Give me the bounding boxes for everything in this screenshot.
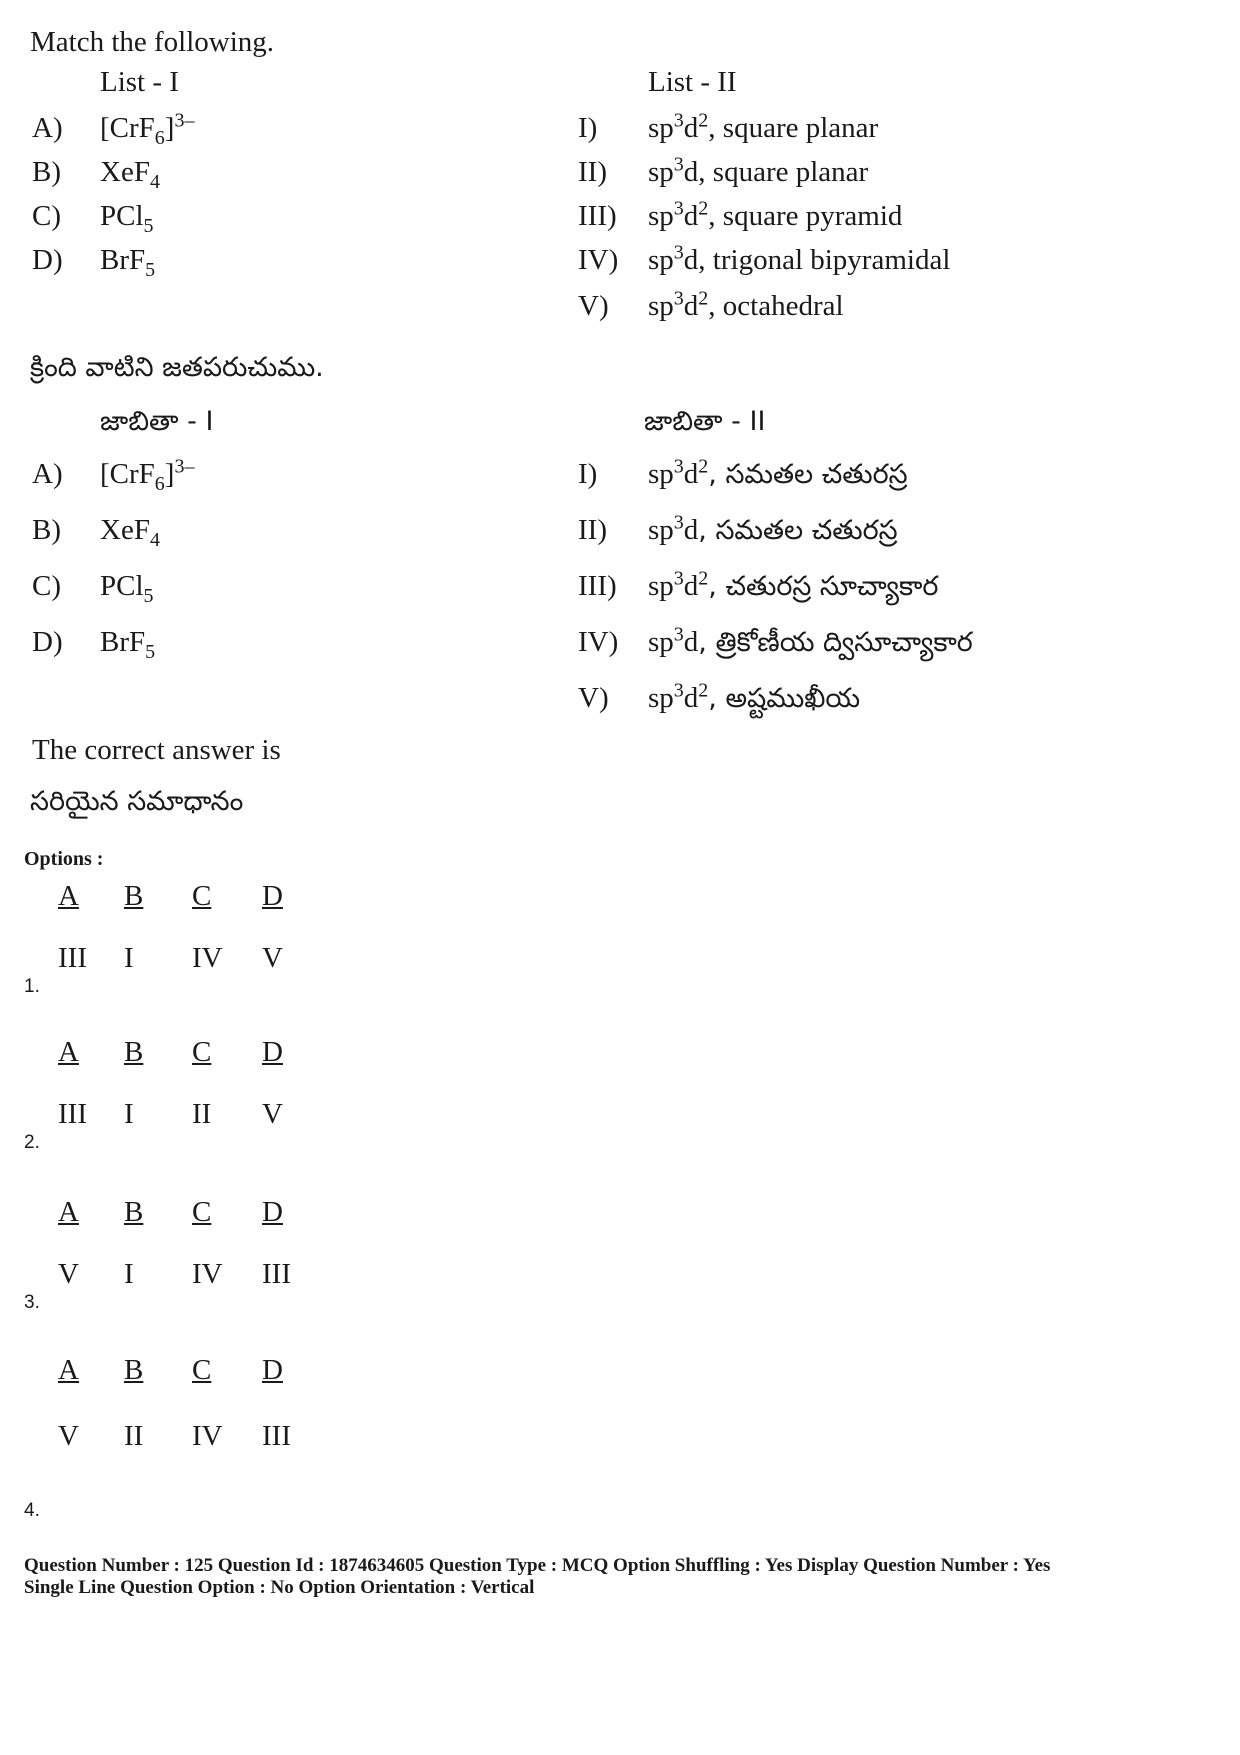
list1-te-row-label: B) [32, 514, 61, 546]
option-column-header: C [192, 880, 212, 912]
formula-base: XeF [100, 156, 150, 188]
formula-subscript: 6 [154, 126, 165, 149]
formula-subscript: 5 [145, 640, 156, 663]
option-column-header: D [262, 1036, 283, 1068]
option-column-header: C [192, 1354, 212, 1386]
option-value: I [124, 1098, 134, 1130]
hybrid-d: d [683, 570, 699, 602]
option-column-header: A [58, 1196, 79, 1228]
list1-en-row-formula [100, 109, 195, 149]
list2-header-te: జాబితా - II [644, 406, 766, 437]
option-value: III [262, 1258, 291, 1290]
hybrid-sup-3: 3 [673, 153, 684, 176]
hybrid-d: d [683, 514, 699, 546]
hybrid-sp: sp [648, 112, 674, 144]
option-value: III [262, 1420, 291, 1452]
list2-en-row-label: V) [578, 290, 609, 322]
formula-base: PCl [100, 570, 144, 602]
option-column-header: D [262, 1196, 283, 1228]
list2-te-row-label: I) [578, 458, 598, 490]
hybrid-sp: sp [648, 156, 674, 188]
shape-text: , సమతల చతురస్ర [708, 459, 908, 490]
list1-en-row-label: B) [32, 156, 61, 188]
option-value: V [262, 1098, 283, 1130]
formula-base: [CrF [100, 112, 155, 144]
option-value: II [192, 1098, 212, 1130]
list2-en-row-description [648, 241, 951, 277]
option-value: I [124, 942, 134, 974]
formula-tail: ] [164, 458, 175, 490]
list1-en-row-formula [100, 244, 156, 281]
hybrid-sp: sp [648, 682, 674, 714]
list1-te-row-label: C) [32, 570, 61, 602]
option-value: V [262, 942, 283, 974]
shape-text: , త్రికోణీయ ద్విసూచ్యాకార [698, 627, 973, 658]
hybrid-sup-3: 3 [673, 623, 684, 646]
list1-en-row-label: A) [32, 112, 63, 144]
list1-te-row-formula [100, 514, 160, 551]
list2-en-row-label: II) [578, 156, 607, 188]
question-meta-line-1: Question Number : 125 Question Id : 1874634605 Question Type : MCQ Option Shuffling : Yes Display Question Number : Yes [24, 1555, 1051, 1576]
hybrid-sup-3: 3 [673, 567, 684, 590]
list2-en-row-description [648, 197, 903, 233]
hybrid-d: d [683, 626, 699, 658]
list2-te-row-description [648, 455, 908, 497]
formula-subscript: 5 [143, 214, 154, 237]
question-meta-line-2: Single Line Question Option : No Option Orientation : Vertical [24, 1577, 535, 1598]
option-value: V [58, 1258, 79, 1290]
formula-tail: ] [164, 112, 175, 144]
hybrid-sup-2: 2 [698, 679, 709, 702]
hybrid-sup-3: 3 [673, 511, 684, 534]
option-value: IV [192, 942, 223, 974]
list1-en-row-label: D) [32, 244, 63, 276]
shape-text: , square pyramid [708, 200, 903, 232]
list1-te-row-formula [100, 455, 195, 495]
formula-superscript: 3– [174, 455, 195, 478]
option-column-header: A [58, 1036, 79, 1068]
list1-en-row-label: C) [32, 200, 61, 232]
option-column-header: B [124, 880, 144, 912]
list2-en-row-description [648, 153, 869, 189]
option-column-header: A [58, 1354, 79, 1386]
formula-base: XeF [100, 514, 150, 546]
option-value: II [124, 1420, 144, 1452]
hybrid-d: d [683, 458, 699, 490]
list1-en-row-formula [100, 200, 154, 237]
formula-base: BrF [100, 626, 146, 658]
hybrid-sup-2: 2 [698, 109, 709, 132]
option-number: 1. [24, 976, 40, 997]
formula-base: [CrF [100, 458, 155, 490]
list1-en-row-formula [100, 156, 160, 193]
hybrid-sup-3: 3 [673, 241, 684, 264]
list1-te-row-label: D) [32, 626, 63, 658]
option-number: 4. [24, 1500, 40, 1521]
hybrid-d: d [683, 112, 699, 144]
shape-text: , అష్టముఖీయ [708, 683, 861, 714]
option-value: IV [192, 1258, 223, 1290]
hybrid-d: d [683, 200, 699, 232]
hybrid-sp: sp [648, 514, 674, 546]
list2-te-row-label: IV) [578, 626, 619, 658]
option-column-header: A [58, 880, 79, 912]
shape-text: , trigonal bipyramidal [698, 244, 951, 276]
formula-subscript: 6 [154, 472, 165, 495]
answer-prompt-te: సరియైన సమాధానం [30, 786, 244, 817]
formula-subscript: 4 [149, 528, 160, 551]
list1-header-en: List - I [100, 66, 179, 98]
shape-text: , square planar [698, 156, 869, 188]
hybrid-sup-2: 2 [698, 567, 709, 590]
hybrid-sup-3: 3 [673, 287, 684, 310]
hybrid-sp: sp [648, 626, 674, 658]
hybrid-sp: sp [648, 290, 674, 322]
shape-text: , చతురస్ర సూచ్యాకార [708, 571, 939, 602]
hybrid-sp: sp [648, 570, 674, 602]
option-number: 3. [24, 1292, 40, 1313]
option-column-header: B [124, 1354, 144, 1386]
option-value: I [124, 1258, 134, 1290]
hybrid-sup-2: 2 [698, 287, 709, 310]
list2-en-row-label: IV) [578, 244, 619, 276]
hybrid-sup-2: 2 [698, 455, 709, 478]
list2-header-en: List - II [648, 66, 737, 98]
formula-base: BrF [100, 244, 146, 276]
option-column-header: D [262, 880, 283, 912]
list1-te-row-formula [100, 570, 154, 607]
answer-prompt-en: The correct answer is [32, 734, 281, 766]
hybrid-sup-3: 3 [673, 109, 684, 132]
formula-superscript: 3– [174, 109, 195, 132]
list2-te-row-label: III) [578, 570, 617, 602]
shape-text: , square planar [708, 112, 879, 144]
list2-te-row-label: V) [578, 682, 609, 714]
question-intro-en: Match the following. [30, 26, 275, 58]
list2-en-row-label: III) [578, 200, 617, 232]
hybrid-d: d [683, 244, 699, 276]
hybrid-sup-2: 2 [698, 197, 709, 220]
option-column-header: C [192, 1196, 212, 1228]
hybrid-sp: sp [648, 458, 674, 490]
list2-te-row-description [648, 511, 898, 553]
formula-subscript: 5 [145, 258, 156, 281]
option-value: III [58, 942, 87, 974]
list2-te-row-label: II) [578, 514, 607, 546]
option-column-header: B [124, 1196, 144, 1228]
list2-en-row-label: I) [578, 112, 598, 144]
question-intro-te: క్రింది వాటిని జతపరుచుము. [30, 352, 324, 383]
formula-subscript: 4 [149, 170, 160, 193]
formula-base: PCl [100, 200, 144, 232]
option-value: V [58, 1420, 79, 1452]
hybrid-sup-3: 3 [673, 455, 684, 478]
list2-te-row-description [648, 623, 973, 665]
shape-text: , సమతల చతురస్ర [698, 515, 898, 546]
list2-en-row-description [648, 287, 844, 323]
option-value: IV [192, 1420, 223, 1452]
hybrid-sp: sp [648, 200, 674, 232]
option-column-header: D [262, 1354, 283, 1386]
list1-te-row-formula [100, 626, 156, 663]
hybrid-sup-3: 3 [673, 679, 684, 702]
formula-subscript: 5 [143, 584, 154, 607]
options-label: Options : [24, 848, 104, 870]
list1-header-te: జాబితా - I [100, 406, 214, 437]
list2-te-row-description [648, 567, 939, 609]
shape-text: , octahedral [708, 290, 844, 322]
option-column-header: B [124, 1036, 144, 1068]
option-number: 2. [24, 1132, 40, 1153]
hybrid-d: d [683, 156, 699, 188]
list2-te-row-description [648, 679, 861, 721]
hybrid-sup-3: 3 [673, 197, 684, 220]
option-value: III [58, 1098, 87, 1130]
hybrid-d: d [683, 682, 699, 714]
hybrid-sp: sp [648, 244, 674, 276]
list2-en-row-description [648, 109, 879, 145]
list1-te-row-label: A) [32, 458, 63, 490]
hybrid-d: d [683, 290, 699, 322]
option-column-header: C [192, 1036, 212, 1068]
